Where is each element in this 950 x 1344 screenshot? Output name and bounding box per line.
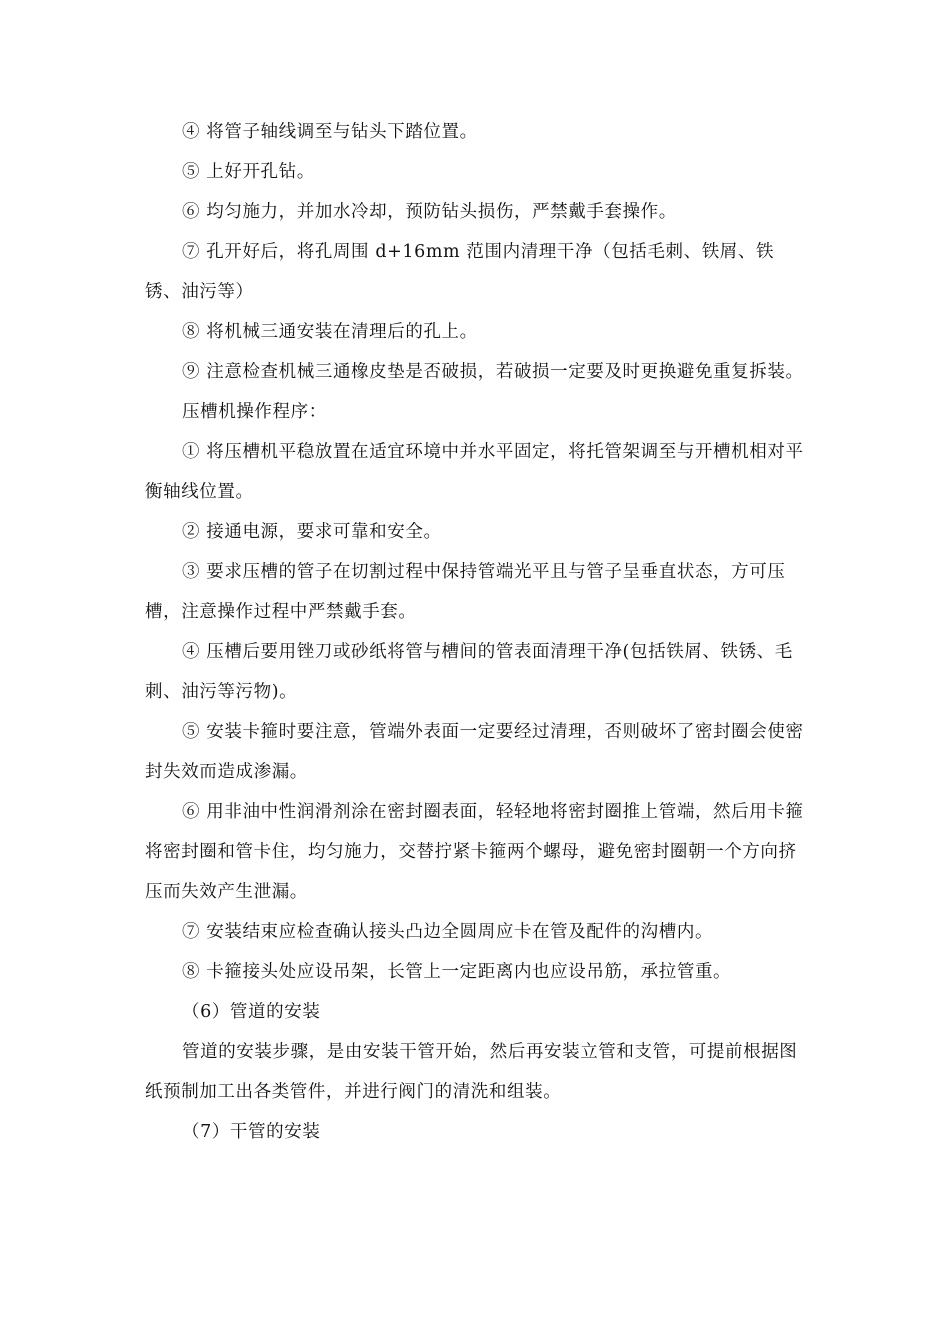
document-body [145, 112, 810, 1152]
paragraph-groover-step-6: ⑥ 用非油中性润滑剂涂在密封圈表面，轻轻地将密封圈推上管端，然后用卡箍将密封圈和管卡住，均匀施力，交替拧紧卡箍两个螺母，避免密封圈朝一个方向挤压而失效产生泄漏。 [145, 802, 804, 902]
paragraph-groover-step-4: ④ 压槽后要用锉刀或砂纸将管与槽间的管表面清理干净(包括铁屑、铁锈、毛刺、油污等污物)。 [145, 642, 793, 702]
paragraph-groover-step-8: ⑧ 卡箍接头处应设吊架，长管上一定距离内也应设吊筋，承拉管重。 [182, 962, 732, 982]
paragraph-step-9-check-gasket: ⑨ 注意检查机械三通橡皮垫是否破损，若破损一定要及时更换避免重复拆装。 [182, 362, 804, 382]
paragraph-step-5-drill: ⑤ 上好开孔钻。 [182, 162, 315, 182]
paragraph-groover-step-3: ③ 要求压槽的管子在切割过程中保持管端光平且与管子呈垂直状态，方可压槽，注意操作过程中严禁戴手套。 [145, 562, 786, 622]
paragraph-pipe-installation-steps: 管道的安装步骤，是由安装干管开始，然后再安装立管和支管，可提前根据图纸预制加工出各类管件，并进行阀门的清洗和组装。 [145, 1042, 798, 1102]
section-heading-pipe-installation: （6）管道的安装 [182, 1002, 321, 1022]
paragraph-step-7-clean-hole: ⑦ 孔开好后，将孔周围 d+16mm 范围内清理干净（包括毛刺、铁屑、铁锈、油污等） [145, 242, 775, 302]
paragraph-step-8-install-tee: ⑧ 将机械三通安装在清理后的孔上。 [182, 322, 478, 342]
paragraph-groover-step-7: ⑦ 安装结束应检查确认接头凸边全圆周应卡在管及配件的沟槽内。 [182, 922, 714, 942]
paragraph-step-6-cooling: ⑥ 均匀施力，并加水冷却，预防钻头损伤，严禁戴手套操作。 [182, 202, 677, 222]
paragraph-groover-step-5: ⑤ 安装卡箍时要注意，管端外表面一定要经过清理，否则破坏了密封圈会使密封失效而造成渗漏。 [145, 722, 804, 782]
section-heading-main-pipe-installation: （7）干管的安装 [182, 1122, 321, 1142]
paragraph-step-4-align: ④ 将管子轴线调至与钻头下踏位置。 [182, 122, 478, 142]
paragraph-groover-step-2: ② 接通电源，要求可靠和安全。 [182, 522, 442, 542]
section-heading-groover-procedure: 压槽机操作程序： [182, 402, 327, 422]
paragraph-groover-step-1: ① 将压槽机平稳放置在适宜环境中并水平固定，将托管架调至与开槽机相对平衡轴线位置。 [145, 442, 804, 502]
